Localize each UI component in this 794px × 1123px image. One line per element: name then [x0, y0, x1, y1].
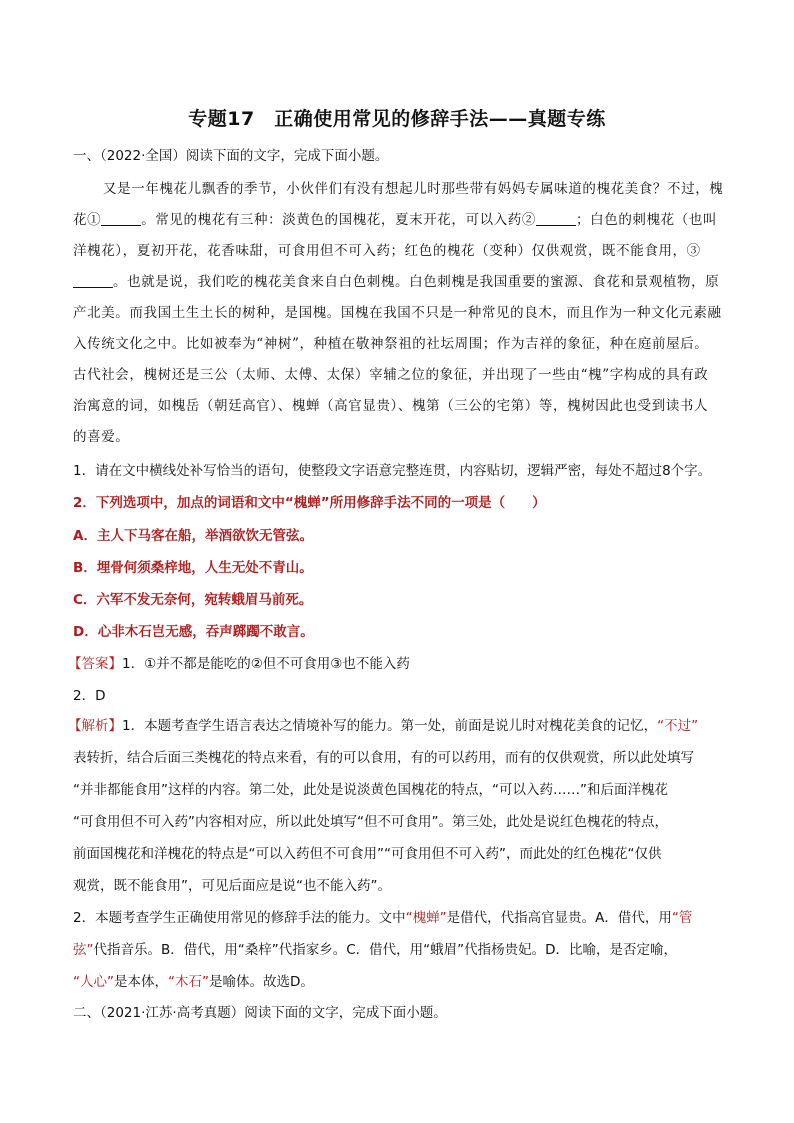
passage-line	[73, 272, 719, 292]
fill-blank-1[interactable]	[101, 211, 141, 226]
analysis-line	[73, 972, 314, 992]
answer-label: 【答案】	[68, 656, 122, 672]
analysis-quote: “人心”	[73, 974, 114, 990]
passage-line: 治寓意的词，如槐岳（朝廷高官）、槐蝉（高官显贵）、槐第（三公的宅第）等，槐树因此也受到读书人	[73, 398, 709, 414]
analysis-line: 观赏，既不能食用”，可见后面应是说“也不能入药”。	[73, 878, 391, 894]
analysis-quote: “木石”	[168, 974, 209, 990]
option-a[interactable]: A．主人下马客在船，举酒欲饮无管弦。	[73, 528, 313, 544]
analysis-text: 是本体，	[114, 974, 168, 990]
analysis-line: 表转折，结合后面三类槐花的特点来看，有的可以食用，有的可以药用，而有的仅供观赏，所以此处填写	[73, 750, 694, 766]
question-1: 1．请在文中横线处补写恰当的语句，使整段文字语意完整连贯，内容贴切，逻辑严密，每处不超过8个字。	[73, 463, 712, 479]
analysis-text: 代指音乐。B．借代，用“桑梓”代指家乡。C．借代，用“蛾眉”代指杨贵妃。D．比喻，是否定喻，	[93, 942, 678, 958]
passage-line: 又是一年槐花儿飘香的季节，小伙伴们有没有想起儿时那些带有妈妈专属味道的槐花美食？不过，槐	[103, 181, 724, 197]
option-c[interactable]: C．六军不发无奈何，宛转蛾眉马前死。	[73, 592, 313, 608]
answer-line	[68, 654, 410, 674]
analysis-line	[68, 716, 698, 736]
analysis-quote: “管	[671, 910, 693, 926]
analysis-line: “可食用但不可入药”内容相对应，所以此处填写“但不可食用”。第三处，此处是说红色槐花的特点，	[73, 814, 668, 830]
page-title: 专题17 正确使用常见的修辞手法——真题专练	[188, 108, 606, 130]
analysis-line: “并非都能食用”这样的内容。第二处，此处是说淡黄色国槐花的特点，“可以入药……”和后面洋槐花	[73, 782, 668, 798]
analysis-quote: 弦”	[73, 942, 94, 958]
analysis-quote: “不过”	[657, 718, 699, 734]
analysis-quote: “槐蝉”	[405, 910, 447, 926]
analysis-text: 是喻体。故选D。	[209, 974, 314, 990]
passage-line	[73, 210, 717, 230]
analysis-label: 【解析】	[68, 718, 122, 734]
question-2: 2．下列选项中，加点的词语和文中“槐蝉”所用修辞手法不同的一项是（ ）	[73, 495, 546, 511]
analysis-text: 是借代，代指高官显贵。A．借代，用	[446, 910, 672, 926]
passage-line: 古代社会，槐树还是三公（太师、太傅、太保）宰辅之位的象征，并出现了一些由“槐”字构成的具有政	[73, 367, 709, 383]
analysis-line	[73, 908, 692, 928]
section1-heading: 一、（2022·全国）阅读下面的文字，完成下面小题。	[73, 148, 389, 164]
option-b[interactable]: B．埋骨何须桑梓地，人生无处不青山。	[73, 560, 313, 576]
passage-line: 洋槐花），夏初开花，花香味甜，可食用但不可入药；红色的槐花（变种）仅供观赏，既不能食用，③	[73, 243, 701, 259]
option-d[interactable]: D．心非木石岂无感，吞声踯躅不敢言。	[73, 624, 314, 640]
analysis-line: 前面国槐花和洋槐花的特点是“可以入药但不可食用”“可食用但不可入药”，而此处的红色槐花“仅供	[73, 846, 662, 862]
passage-line: 入传统文化之中。比如被奉为“神树”，种植在敬神祭祖的社坛周围；作为吉祥的象征，种在庭前屋后。	[73, 336, 709, 352]
passage-line: 的喜爱。	[73, 429, 130, 445]
section2-heading: 二、（2021·江苏·高考真题）阅读下面的文字，完成下面小题。	[73, 1005, 447, 1021]
analysis-text: 2．本题考查学生正确使用常见的修辞手法的能力。文中	[73, 910, 406, 926]
passage-text: ；白色的刺槐花（也叫	[576, 212, 718, 228]
analysis-text: 1．本题考查学生语言表达之情境补写的能力。第一处，前面是说儿时对槐花美食的记忆，	[122, 718, 658, 734]
analysis-line	[73, 940, 677, 960]
passage-text: 花①	[73, 212, 102, 228]
fill-blank-3[interactable]	[73, 273, 113, 288]
fill-blank-2[interactable]	[536, 211, 576, 226]
answer-2: 2．D	[73, 688, 106, 704]
passage-line: 产北美。而我国土生土长的树种，是国槐。国槐在我国不只是一种常见的良木，而且作为一种文化元素融	[73, 305, 722, 321]
passage-text: 。也就是说，我们吃的槐花美食来自白色刺槐。白色刺槐是我国重要的蜜源、食花和景观植物，原	[113, 274, 720, 290]
passage-text: 。常见的槐花有三种：淡黄色的国槐花，夏末开花，可以入药②	[141, 212, 537, 228]
answer-1: 1．①并不都是能吃的②但不可食用③也不能入药	[122, 656, 410, 672]
